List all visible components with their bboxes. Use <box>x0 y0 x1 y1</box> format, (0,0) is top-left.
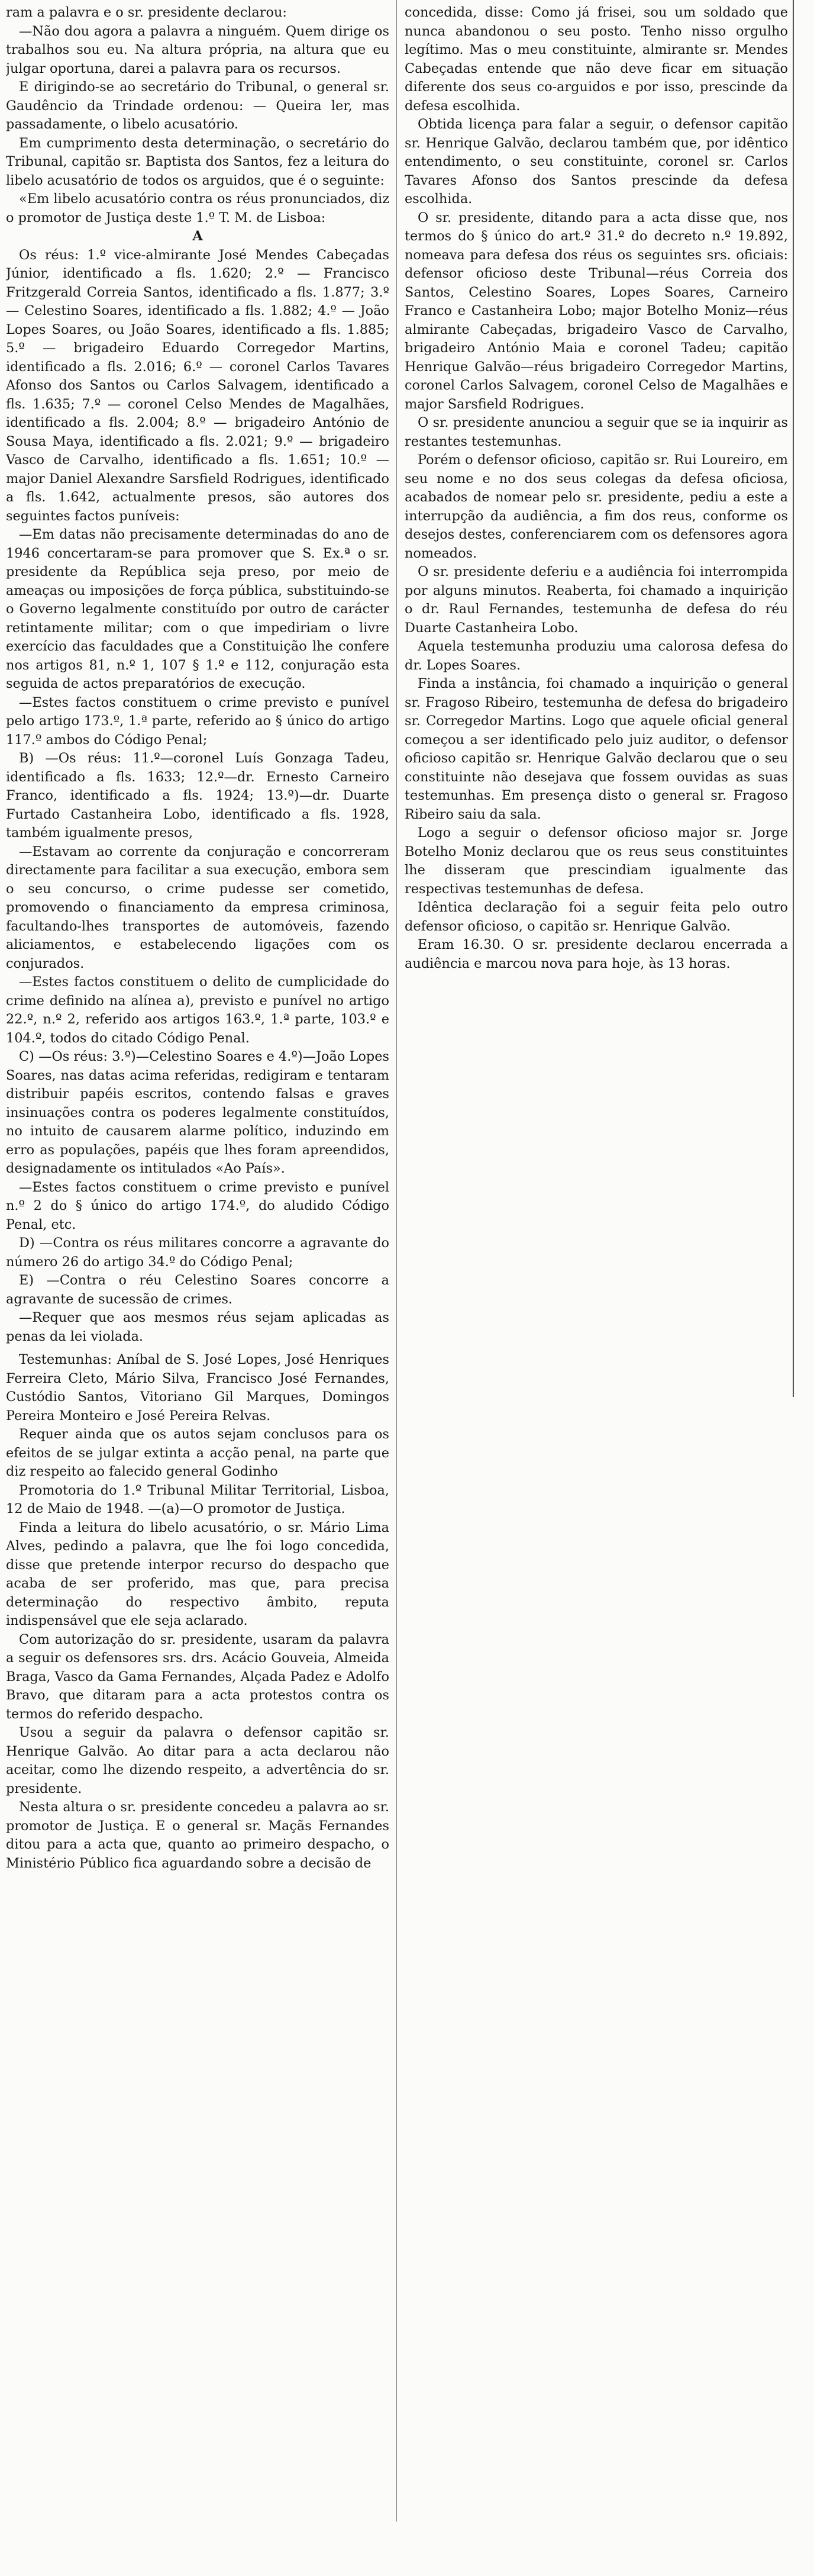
column-edge-rule <box>793 0 794 1397</box>
paragraph: ram a palavra e o sr. presidente declarou: <box>6 5 287 20</box>
paragraph: Logo a seguir o defensor oficioso major sr. Jorge Botelho Moniz declarou que os reus seus constituintes lhe disseram que prescindiam igualmente das respectivas testemunhas de defesa. <box>405 825 788 897</box>
right-column <box>405 4 788 1400</box>
paragraph: —Estes factos constituem o crime previsto e punível n.º 2 do § único do artigo 174.º, do aludido Código Penal, etc. <box>6 1179 389 1232</box>
paragraph: C) —Os réus: 3.º)—Celestino Soares e 4.º)—João Lopes Soares, nas datas acima referidas, redigiram e tentaram distribuir papéis escritos, contendo falsas e graves insinuações contra os poderes legalmente constituídos, no intuito de causarem alarme político, induzindo em erro as populações, papéis que lhes foram apreendidos, designadamente os intitulados «Ao País». <box>6 1049 389 1176</box>
paragraph: Os réus: 1.º vice-almirante José Mendes Cabeçadas Júnior, identificado a fls. 1.620; 2.º — Francisco Fritzgerald Correia Santos, identificado a fls. 1.877; 3.º — Celestino Soares, identificado a fls. 1.882; 4.º — João Lopes Soares, ou João Soares, identificado a fls. 1.885; 5.º — brigadeiro Eduardo Corregedor Martins, identificado a fls. 2.016; 6.º — coronel Carlos Tavares Afonso dos Santos ou Carlos Salvagem, identificado a fls. 1.635; 7.º — coronel Celso Mendes de Magalhães, identificado a fls. 2.004; 8.º — brigadeiro António de Sousa Maya, identificado a fls. 2.021; 9.º — brigadeiro Vasco de Carvalho, identificado a fls. 1.651; 10.º — major Daniel Alexandre Sarsfield Rodrigues, identificado a fls. 1.642, actualmente presos, são autores dos seguintes factos puníveis: <box>6 247 389 524</box>
paragraph: Eram 16.30. O sr. presidente declarou encerrada a audiência e marcou nova para hoje, às 13 horas. <box>405 937 788 971</box>
paragraph: —Estavam ao corrente da conjuração e concorreram directamente para facilitar a sua execução, embora sem o seu concurso, o crime pudesse ser cometido, promovendo o financiamento da empresa criminosa, facultando-lhes transportes de automóveis, fazendo aliciamentos, e estabelecendo ligações com os conjurados. <box>6 843 389 971</box>
paragraph: —Estes factos constituem o delito de cumplicidade do crime definido na alínea a), previsto e punível no artigo 22.º, n.º 2, referido aos artigos 163.º, 1.ª parte, 103.º e 104.º, todos do citado Código Penal. <box>6 974 389 1046</box>
paragraph: Requer ainda que os autos sejam conclusos para os efeitos de se julgar extinta a acção penal, na parte que diz respeito ao falecido general Godinho <box>6 1427 389 1479</box>
paragraph: Em cumprimento desta determinação, o secretário do Tribunal, capitão sr. Baptista dos Santos, fez a leitura do libelo acusatório de todos os arguidos, que é o seguinte: <box>6 135 389 188</box>
paragraph: Testemunhas: Aníbal de S. José Lopes, José Henriques Ferreira Cleto, Mário Silva, Francisco José Fernandes, Custódio Santos, Vitoriano Gil Marques, Domingos Pereira Monteiro e José Pereira Relvas. <box>6 1352 389 1424</box>
paragraph: «Em libelo acusatório contra os réus pronunciados, diz o promotor de Justiça deste 1.º T. M. de Lisboa: <box>6 191 389 226</box>
paragraph: Finda a instância, foi chamado a inquirição o general sr. Fragoso Ribeiro, testemunha de defesa do brigadeiro sr. Corregedor Martins. Logo que aquele oficial general começou a ser identificado pelo juiz auditor, o defensor oficioso capitão sr. Henrique Galvão declarou que o seu constituinte não desejava que fossem ouvidas as suas testemunhas. Em presença disto o general sr. Fragoso Ribeiro saiu da sala. <box>405 676 788 822</box>
column-divider <box>396 0 397 2522</box>
paragraph: D) —Contra os réus militares concorre a agravante do número 26 do artigo 34.º do Código Penal; <box>6 1235 389 1270</box>
paragraph: —Em datas não precisamente determinadas do ano de 1946 concertaram-se para promover que S. Ex.ª o sr. presidente da República seja preso, por meio de ameaças ou imposições de força pública, substituindo-se o Governo legalmente constituído por outro de carácter retintamente militar; com o que impediriam o livre exercício das faculdades que a Constituição lhe confere nos artigos 81, n.º 1, 107 § 1.º e 112, conjuração esta seguida de actos preparatórios de execução. <box>6 527 389 691</box>
paragraph: B) —Os réus: 11.º—coronel Luís Gonzaga Tadeu, identificado a fls. 1633; 12.º—dr. Ernesto Carneiro Franco, identificado a fls. 1924; 13.º)—dr. Duarte Furtado Castanheira Lobo, identificado a fls. 1928, também igualmente presos, <box>6 751 389 841</box>
paragraph: Aquela testemunha produziu uma calorosa defesa do dr. Lopes Soares. <box>405 639 788 673</box>
paragraph: O sr. presidente, ditando para a acta disse que, nos termos do § único do art.º 31.º do decreto n.º 19.892, nomeava para defesa dos réus os seguintes srs. oficiais: defensor oficioso deste Tribunal—réus Correia dos Santos, Celestino Soares, Lopes Soares, Carneiro Franco e Castanheira Lobo; major Botelho Moniz—réus almirante Cabeçadas, brigadeiro Vasco de Carvalho, brigadeiro António Maia e coronel Tadeu; capitão Henrique Galvão—réus brigadeiro Corregedor Martins, coronel Carlos Salvagem, coronel Celso de Magalhães e major Sarsfield Rodrigues. <box>405 210 788 412</box>
paragraph: Com autorização do sr. presidente, usaram da palavra a seguir os defensores srs. drs. Acácio Gouveia, Almeida Braga, Vasco da Gama Fernandes, Alçada Padez e Adolfo Bravo, que ditaram para a acta protestos contra os termos do referido despacho. <box>6 1631 389 1722</box>
paragraph: —Estes factos constituem o crime previsto e punível pelo artigo 173.º, 1.ª parte, referido ao § único do artigo 117.º ambos do Código Penal; <box>6 694 389 748</box>
paragraph: E dirigindo-se ao secretário do Tribunal, o general sr. Gaudêncio da Trindade ordenou: — Queira ler, mas passadamente, o libelo acusatório. <box>6 79 389 132</box>
paragraph: O sr. presidente deferiu e a audiência foi interrompida por alguns minutos. Reaberta, foi chamado a inquirição o dr. Raul Fernandes, testemunha de defesa do réu Duarte Castanheira Lobo. <box>405 564 788 636</box>
paragraph: Usou a seguir da palavra o defensor capitão sr. Henrique Galvão. Ao ditar para a acta declarou não aceitar, como lhe dizendo respeito, a advertência do sr. presidente. <box>6 1725 389 1796</box>
paragraph: Nesta altura o sr. presidente concedeu a palavra ao sr. promotor de Justiça. E o general sr. Maçãs Fernandes ditou para a acta que, quanto ao primeiro despacho, o Ministério Público fica aguardando sobre a decisão de <box>6 1799 389 1871</box>
left-column <box>6 4 389 2525</box>
paragraph: Porém o defensor oficioso, capitão sr. Rui Loureiro, em seu nome e no dos seus colegas da defesa oficiosa, acabados de nomear pelo sr. presidente, pediu a este a interrupção da audiência, a fim dos reus, conforme os desejos destes, conferenciarem com os defensores agora nomeados. <box>405 452 788 561</box>
paragraph: concedida, disse: Como já frisei, sou um soldado que nunca abandonou o seu posto. Tenho nisso orgulho legítimo. Mas o meu constituinte, almirante sr. Mendes Cabeçadas entende que não deve ficar em situação diferente dos seus co-arguidos e por isso, prescinde da defesa escolhida. <box>405 5 788 114</box>
paragraph: Idêntica declaração foi a seguir feita pelo outro defensor oficioso, o capitão sr. Henrique Galvão. <box>405 900 788 934</box>
paragraph: E) —Contra o réu Celestino Soares concorre a agravante de sucessão de crimes. <box>6 1273 389 1307</box>
paragraph: —Requer que aos mesmos réus sejam aplicadas as penas da lei violada. <box>6 1310 389 1344</box>
paragraph: Finda a leitura do libelo acusatório, o sr. Mário Lima Alves, pedindo a palavra, que lhe foi logo concedida, disse que pretende interpor recurso do despacho que acaba de ser proferido, mas que, para precisa determinação do respectivo âmbito, reputa indispensável que ele seja aclarado. <box>6 1519 389 1628</box>
paragraph: —Não dou agora a palavra a ninguém. Quem dirige os trabalhos sou eu. Na altura própria, na altura que eu julgar oportuna, darei a palavra para os recursos. <box>6 23 389 76</box>
section-heading: A <box>192 228 203 244</box>
paragraph: O sr. presidente anunciou a seguir que se ia inquirir as restantes testemunhas. <box>405 415 788 449</box>
paragraph: Promotoria do 1.º Tribunal Militar Territorial, Lisboa, 12 de Maio de 1948. —(a)—O promotor de Justiça. <box>6 1482 389 1516</box>
paragraph: Obtida licença para falar a seguir, o defensor capitão sr. Henrique Galvão, declarou também que, por idêntico entendimento, o seu constituinte, coronel sr. Carlos Tavares Afonso dos Santos prescinde da defesa escolhida. <box>405 117 788 207</box>
